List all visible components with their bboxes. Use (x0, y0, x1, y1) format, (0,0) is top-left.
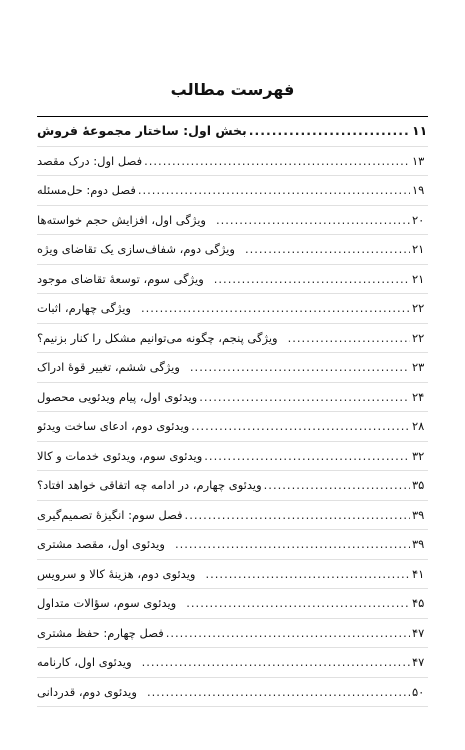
toc-entry-label: بخش اول: ساختار مجموعهٔ فروش (37, 123, 247, 138)
dot-leader (191, 412, 410, 441)
dot-leader (175, 530, 410, 559)
dot-leader (205, 560, 410, 589)
toc-entry-label: ویژگی سوم، توسعهٔ تقاضای موجود (37, 271, 204, 286)
dot-leader (249, 117, 410, 146)
dot-leader (288, 324, 410, 353)
toc-entry (37, 442, 428, 472)
toc-entry-page: ۴۵ (412, 596, 425, 610)
dot-leader (204, 442, 410, 471)
toc-entry-page: ۳۵ (412, 478, 425, 492)
toc-entry (37, 235, 428, 265)
toc-entry (37, 353, 428, 383)
toc-entry (37, 678, 428, 708)
table-of-contents (37, 116, 428, 707)
toc-entry (37, 265, 428, 295)
toc-entry-page: ۴۷ (412, 625, 425, 640)
toc-entry-label: ویدئوی سوم، ویدئوی خدمات و کالا (37, 448, 203, 463)
toc-entry-page: ۳۹ (412, 507, 425, 522)
toc-entry-label: ویژگی ششم، تغییر قوهٔ ادراک (37, 360, 180, 374)
toc-entry-page: ۲۱ (412, 242, 425, 256)
toc-entry (37, 619, 428, 649)
toc-entry-label: ویدئوی اول، مقصد مشتری (37, 537, 165, 551)
dot-leader (166, 619, 410, 648)
toc-entry (37, 648, 428, 678)
toc-entry-label: ویدئوی سوم، سؤالات متداول (37, 596, 177, 610)
toc-entry-page: ۳۲ (412, 448, 425, 463)
dot-leader (190, 353, 410, 382)
toc-entry-page: ۲۳ (412, 360, 425, 374)
toc-entry-label: ویژگی چهارم، اثبات (37, 301, 131, 315)
toc-entry-label: ویژگی دوم، شفاف‌سازی یک تقاضای ویژه (37, 242, 235, 256)
toc-entry (37, 147, 428, 177)
toc-entry (37, 471, 428, 501)
toc-entry-page: ۱۳ (412, 153, 425, 168)
toc-entry-page: ۲۱ (412, 271, 425, 286)
dot-leader (245, 235, 410, 264)
toc-entry-page: ۴۷ (412, 655, 425, 669)
toc-entry-label: ویدئوی چهارم، در ادامه چه اتفاقی خواهد افتاد؟ (37, 478, 262, 492)
toc-entry-page: ۳۹ (412, 537, 425, 551)
dot-leader (147, 678, 410, 707)
toc-entry (37, 206, 428, 236)
dot-leader (141, 294, 410, 323)
toc-entry (37, 324, 428, 354)
toc-entry-page: ۲۰ (412, 212, 425, 227)
toc-entry (37, 117, 428, 147)
toc-entry-page: ۴۱ (412, 566, 425, 581)
toc-entry-label: ویدئوی دوم، قدردانی (37, 684, 137, 699)
toc-entry-page: ۱۱ (412, 123, 428, 138)
toc-entry (37, 589, 428, 619)
toc-entry-label: ویدئوی اول، پیام ویدئویی محصول (37, 389, 198, 404)
dot-leader (199, 383, 410, 412)
toc-entry-label: فصل دوم: حل‌مسئله (37, 183, 136, 197)
toc-entry-page: ۱۹ (412, 183, 425, 197)
toc-entry (37, 560, 428, 590)
toc-entry (37, 383, 428, 413)
toc-entry-label: ویژگی پنجم، چگونه می‌توانیم مشکل را کنار بزنیم؟ (37, 330, 278, 345)
toc-entry-page: ۲۸ (412, 419, 425, 433)
dot-leader (142, 648, 410, 677)
dot-leader (144, 147, 410, 176)
dot-leader (138, 176, 410, 205)
toc-entry (37, 294, 428, 324)
dot-leader (185, 501, 410, 530)
toc-entry-label: فصل اول: درک مقصد (37, 153, 143, 168)
toc-entry-label: ویدئوی اول، کارنامه (37, 655, 132, 669)
dot-leader (186, 589, 410, 618)
toc-entry-page: ۵۰ (412, 684, 425, 699)
toc-entry (37, 501, 428, 531)
toc-entry-label: فصل چهارم: حفظ مشتری (37, 625, 164, 640)
toc-entry-label: ویدئوی دوم، ادعای ساخت ویدئو (37, 419, 190, 433)
toc-entry (37, 412, 428, 442)
dot-leader (214, 265, 410, 294)
toc-entry-label: فصل سوم: انگیزهٔ تصمیم‌گیری (37, 507, 183, 522)
toc-entry-label: ویژگی اول، افزایش حجم خواسته‌ها (37, 212, 206, 227)
dot-leader (216, 206, 410, 235)
toc-entry (37, 530, 428, 560)
page-title: فهرست مطالب (170, 80, 295, 99)
toc-entry (37, 176, 428, 206)
toc-entry-page: ۲۴ (412, 389, 425, 404)
dot-leader (264, 471, 410, 500)
toc-entry-label: ویدئوی دوم، هزینهٔ کالا و سرویس (37, 566, 196, 581)
toc-entry-page: ۲۲ (412, 301, 425, 315)
toc-entry-page: ۲۲ (412, 330, 425, 345)
